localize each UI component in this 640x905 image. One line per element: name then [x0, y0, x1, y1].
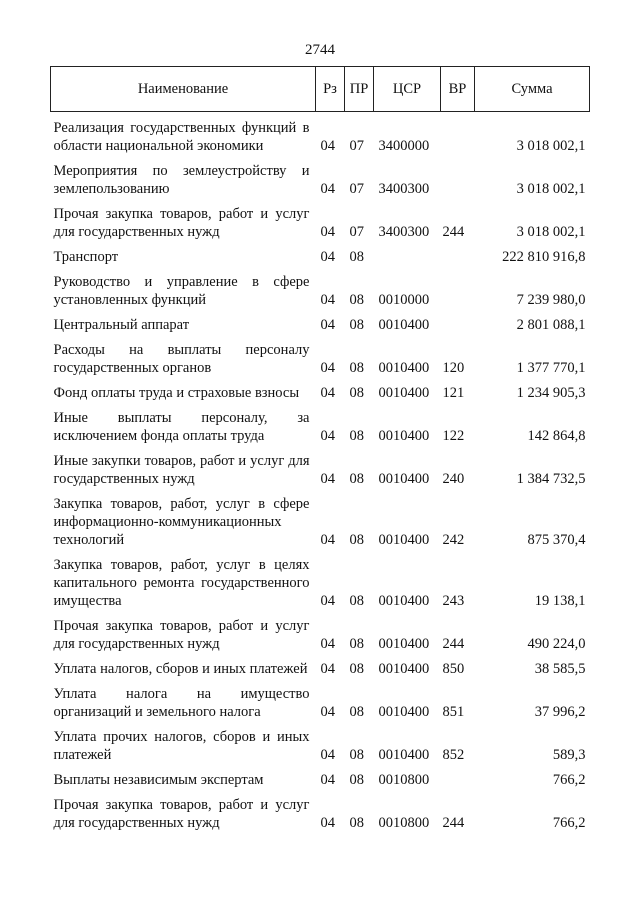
row-name: Закупка товаров, работ, услуг в целях капитального ремонта государственного имущества [53, 557, 310, 609]
row-csr: 0010400 [378, 360, 430, 376]
row-pr: 07 [349, 224, 364, 240]
row-vr: 240 [442, 471, 465, 487]
table-row [51, 488, 590, 549]
row-sum: 1 384 732,5 [516, 471, 586, 487]
row-sum: 2 801 088,1 [516, 317, 586, 333]
row-pr: 07 [349, 181, 364, 197]
row-pr: 08 [349, 249, 364, 265]
row-sum: 766,2 [552, 815, 586, 831]
row-pr: 08 [349, 317, 364, 333]
table-row [51, 155, 590, 198]
row-vr: 850 [442, 661, 465, 677]
row-vr [441, 241, 475, 266]
row-vr [441, 112, 475, 156]
row-sum: 7 239 980,0 [516, 292, 586, 308]
header-sum: Сумма [475, 67, 590, 112]
page-number: 2744 [305, 42, 335, 58]
row-sum: 766,2 [552, 772, 586, 788]
row-pr: 08 [349, 747, 364, 763]
row-rz: 04 [320, 317, 335, 333]
table-row [51, 678, 590, 721]
row-name: Прочая закупка товаров, работ и услуг для государственных нужд [53, 797, 310, 831]
row-vr [441, 309, 475, 334]
row-pr: 08 [349, 704, 364, 720]
row-csr: 0010800 [378, 772, 430, 788]
header-pr: ПР [345, 67, 374, 112]
row-name: Фонд оплаты труда и страховые взносы [53, 385, 300, 401]
row-vr: 851 [442, 704, 465, 720]
row-pr: 08 [349, 471, 364, 487]
row-csr: 0010400 [378, 593, 430, 609]
row-name: Закупка товаров, работ, услуг в сфере информационно-коммуникационных технологий [53, 496, 310, 548]
row-vr [441, 764, 475, 789]
row-csr: 0010400 [378, 747, 430, 763]
row-name: Реализация государственных функций в области национальной экономики [53, 120, 310, 154]
row-sum: 490 224,0 [527, 636, 586, 652]
row-csr: 3400300 [378, 224, 430, 240]
row-name: Прочая закупка товаров, работ и услуг для государственных нужд [53, 206, 310, 240]
row-rz: 04 [320, 138, 335, 154]
row-rz: 04 [320, 661, 335, 677]
row-vr: 242 [442, 532, 465, 548]
table-row [51, 241, 590, 266]
row-csr: 0010400 [378, 428, 430, 444]
row-sum: 1 234 905,3 [516, 385, 586, 401]
row-csr: 0010400 [378, 636, 430, 652]
row-pr: 08 [349, 593, 364, 609]
row-sum: 222 810 916,8 [502, 249, 586, 265]
row-csr: 0010400 [378, 532, 430, 548]
row-pr: 08 [349, 772, 364, 788]
header-vr: ВР [441, 67, 475, 112]
row-sum: 142 864,8 [527, 428, 586, 444]
row-name: Выплаты независимым экспертам [53, 772, 264, 788]
header-csr: ЦСР [374, 67, 441, 112]
row-csr: 0010400 [378, 661, 430, 677]
table-row [51, 266, 590, 309]
table-header [51, 67, 590, 112]
row-csr: 0010000 [378, 292, 430, 308]
row-name: Уплата налога на имущество организаций и земельного налога [53, 686, 310, 720]
table-row [51, 764, 590, 789]
row-pr: 08 [349, 532, 364, 548]
row-vr: 244 [442, 636, 465, 652]
row-vr [441, 155, 475, 198]
row-vr: 244 [442, 815, 465, 831]
row-name: Центральный аппарат [53, 317, 190, 333]
row-rz: 04 [320, 360, 335, 376]
row-vr: 122 [442, 428, 465, 444]
row-rz: 04 [320, 249, 335, 265]
row-pr: 08 [349, 815, 364, 831]
row-csr: 3400300 [378, 181, 430, 197]
budget-table [50, 66, 590, 832]
row-vr: 852 [442, 747, 465, 763]
row-pr: 08 [349, 360, 364, 376]
table-row [51, 549, 590, 610]
row-csr: 3400000 [378, 138, 430, 154]
row-vr [441, 266, 475, 309]
row-rz: 04 [320, 636, 335, 652]
table-row [51, 377, 590, 402]
row-rz: 04 [320, 704, 335, 720]
row-rz: 04 [320, 181, 335, 197]
row-name: Иные закупки товаров, работ и услуг для государственных нужд [53, 453, 310, 487]
row-csr: 0010400 [378, 471, 430, 487]
row-csr: 0010400 [378, 385, 430, 401]
row-rz: 04 [320, 772, 335, 788]
row-csr: 0010800 [378, 815, 430, 831]
row-csr: 0010400 [378, 704, 430, 720]
row-pr: 08 [349, 661, 364, 677]
row-sum: 19 138,1 [534, 593, 586, 609]
row-pr: 07 [349, 138, 364, 154]
table-row [51, 445, 590, 488]
row-name: Иные выплаты персоналу, за исключением фонда оплаты труда [53, 410, 310, 444]
row-rz: 04 [320, 532, 335, 548]
row-sum: 589,3 [552, 747, 586, 763]
row-pr: 08 [349, 292, 364, 308]
row-name: Расходы на выплаты персоналу государственных органов [53, 342, 310, 376]
row-sum: 3 018 002,1 [516, 224, 586, 240]
row-pr: 08 [349, 385, 364, 401]
header-name: Наименование [51, 67, 316, 112]
row-rz: 04 [320, 385, 335, 401]
row-name: Мероприятия по землеустройству и землепользованию [53, 163, 310, 197]
row-vr: 243 [442, 593, 465, 609]
table-body [51, 112, 590, 833]
row-pr: 08 [349, 428, 364, 444]
row-rz: 04 [320, 471, 335, 487]
table-row [51, 334, 590, 377]
row-vr: 120 [442, 360, 465, 376]
row-rz: 04 [320, 747, 335, 763]
table-row [51, 198, 590, 241]
row-vr: 121 [442, 385, 465, 401]
row-sum: 875 370,4 [527, 532, 586, 548]
row-name: Руководство и управление в сфере установленных функций [53, 274, 310, 308]
table-row [51, 721, 590, 764]
table-row [51, 610, 590, 653]
table-row [51, 112, 590, 156]
row-rz: 04 [320, 224, 335, 240]
row-sum: 37 996,2 [534, 704, 586, 720]
table-row [51, 402, 590, 445]
header-rz: Рз [316, 67, 345, 112]
table-row [51, 789, 590, 832]
row-name: Транспорт [53, 249, 119, 265]
row-rz: 04 [320, 815, 335, 831]
row-name: Уплата прочих налогов, сборов и иных платежей [53, 729, 310, 763]
row-vr: 244 [442, 224, 465, 240]
row-pr: 08 [349, 636, 364, 652]
row-name: Прочая закупка товаров, работ и услуг для государственных нужд [53, 618, 310, 652]
row-rz: 04 [320, 428, 335, 444]
table-row [51, 309, 590, 334]
row-sum: 1 377 770,1 [516, 360, 586, 376]
row-sum: 3 018 002,1 [516, 138, 586, 154]
row-sum: 38 585,5 [534, 661, 586, 677]
row-name: Уплата налогов, сборов и иных платежей [53, 661, 308, 677]
row-rz: 04 [320, 593, 335, 609]
row-csr [374, 241, 441, 266]
row-rz: 04 [320, 292, 335, 308]
table-row [51, 653, 590, 678]
row-sum: 3 018 002,1 [516, 181, 586, 197]
row-csr: 0010400 [378, 317, 430, 333]
